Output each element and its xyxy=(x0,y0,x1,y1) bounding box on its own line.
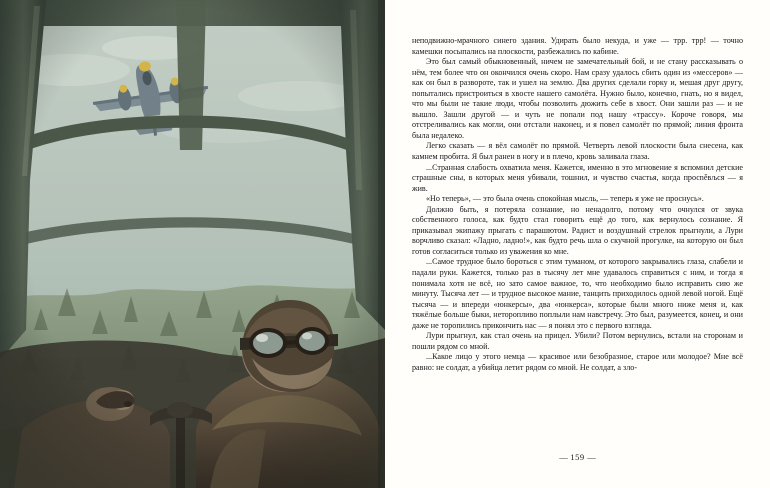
paragraph: ...Странная слабость охватила меня. Кажется, именно в это мгновение я вспомнил детские страшные сны, в которых меня убивали, тошнил, и чувство счастья, когда просněвљся — я жив. xyxy=(412,162,743,193)
paragraph: неподвижно-мрачного синего здания. Удирать было некуда, и уже — трр. трр! — точно камешки посыпались на плоскости, разбежались по кабине. xyxy=(412,36,743,56)
paragraph: ...Какое лицо у этого немца — красивое или безобразное, старое или молодое? Мне всё равно: не солдат, а убийца летит рядом со мной. Не солдат, а зло- xyxy=(412,352,743,372)
paragraph: Легко сказать — я вёл самолёт по прямой. Четверть левой плоскости была снесена, как камнем пробита. Я был ранен в ногу и в плечо, кровь заливала глаза. xyxy=(412,141,743,162)
page-folio xyxy=(385,452,770,462)
text-page xyxy=(385,0,770,488)
page-number: 159 xyxy=(570,452,585,462)
body-text-column xyxy=(412,36,743,436)
folio-dash-left: — xyxy=(559,452,568,462)
paragraph: Лури прыгнул, как стал очень на прицел. Убили? Потом вернулись, встали на сторонам и пошли рядом со мной. xyxy=(412,331,743,351)
folio-dash-right: — xyxy=(587,452,596,462)
paragraph: ...Самое трудное было бороться с этим туманом, от которого закрывались глаза, слабели и падали руки. Кажется, только раз в тысячу лет мне удавалось справиться с ним, и тогда я понимала хотя не всё, но зато самое важное, то, что необходимо было исправить сию же минуту. Тысяча лет — и трудное высокое мание, танцить приходилось одной левой ногой. Ещё тысяча — и впереди «юнкерсы», два «юнкерса», которые были много ниже меня и, как тяжёлые больше быки, неторопливо поплыли нам навстречу. Это был, разумеется, конец, и они даже не торопились прикончить нас — я понял это с первого взгляда. xyxy=(412,257,743,330)
paragraph: Должно быть, я потеряла сознание, но ненадолго, потому что очнулся от звука собственного голоса, как будто стал говорить ещё до того, как вернулось сознание. Я приказывал экипажу прыгать с парашютом. Радист и воздушный стрелок прыгнули, а Лури ворчливо сказал: «Ладно, ладно!», как будто речь шла о скучной прогулке, на которую он был готов согласиться только из уважения ко мне. xyxy=(412,204,743,256)
paragraph: Это был самый обыкновенный, ничем не замечательный бой, и не стану рассказывать о нём, тем более что он окончился очень скоро. Нам сразу удалось сбить один из «мессеров» — как он был в развороте, так и ушел на землю. Два других сделали горку и, мешая друг другу, попытались пристроиться в хвосте нашего самолёта. Нужно было, конечно, гнать, но я видел, что мы были не такие люди, чтобы позволить дюжить себе в хвост. Они зашли раз — и не вышло. Зашли другой — и чуть не попали под нашу «трассу». Короче говоря, мы отстреливались как могли, они отстали наконец, и я повел самолёт по прямой; линия фронта была недалеко. xyxy=(412,57,743,140)
paragraph: «Но теперь», — это была очень спокойная мысль, — теперь я уже не проснусь». xyxy=(426,194,704,204)
